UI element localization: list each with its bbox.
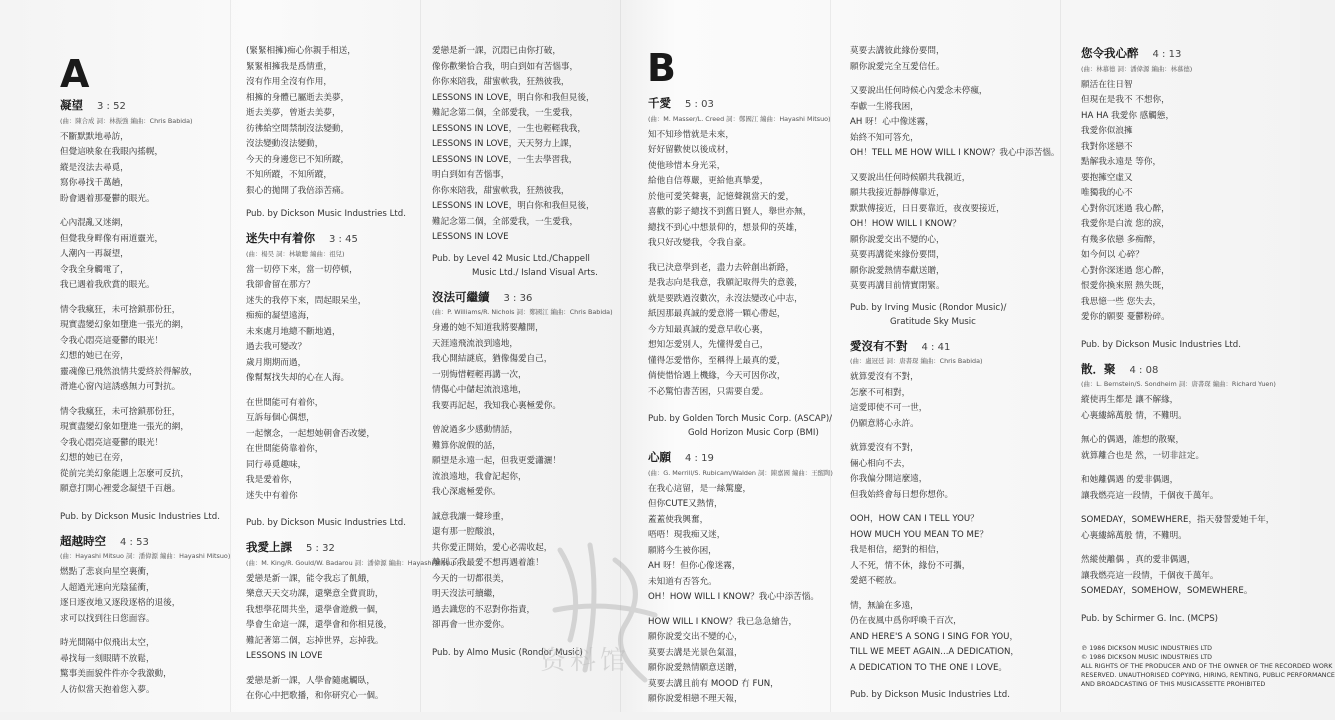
lyric-line: 學會生命這一課，還學會和你相見後， [246, 620, 393, 630]
lyric-line: 默默傳接近，日日要靠近，夜夜要接近， [850, 203, 1005, 214]
lyric-line: 我只好改變我，令我自豪。 [648, 238, 752, 248]
lyric-line: 卻再會一世亦愛你。 [432, 620, 510, 630]
lyric-line: 但覺我身畔像有兩道靈光， [60, 233, 164, 244]
lyrics [246, 572, 426, 705]
stanza-break [432, 501, 617, 510]
song-duration: 3 : 36 [503, 292, 533, 304]
lyric-line: 我思憶一些 您失去， [1081, 296, 1162, 307]
lyric-line: 但你CUTE又熱情， [648, 499, 723, 509]
column-6 [1081, 46, 1335, 689]
song-duration: 3 : 45 [329, 234, 358, 245]
lyric-line: 倆心相向不去， [850, 458, 911, 469]
lyric-line: 仍在夜風中爲你呼喚千百次， [850, 616, 962, 626]
lyric-line: OOH，HOW CAN I TELL YOU？ [850, 514, 979, 524]
song-title: 散．聚 [1081, 361, 1116, 376]
lyric-line: 緊緊相擁我是爲情重， [246, 61, 332, 72]
lyric-line: 和她離偶遇 的愛非偶遇， [1081, 475, 1179, 485]
lyric-line: 縱使再生都是 讓不解緣， [1081, 395, 1179, 405]
lyric-line: 就算愛沒有不對， [850, 443, 919, 453]
stanza-break [432, 414, 617, 423]
lyric-line: 你我偏分開這麼遠， [850, 474, 928, 484]
lyrics [60, 565, 230, 698]
lyric-line: 滑進心窗內這誘惑無力可對抗。 [60, 382, 181, 392]
song-credits: (曲：G. Merrill/S. Rubicam/Walden 詞：陳嘉國 編曲：王醒陶) [648, 468, 833, 477]
lyric-line: 在你心中把歌播，和你研究心一個。 [246, 691, 384, 701]
lyric-line: 身邊的她不知道我將要離開， [432, 323, 544, 333]
lyric-line: 但覺這映象在我眼內搖幌， [60, 147, 164, 157]
lyrics [246, 263, 426, 505]
lyric-line: 幻想的她已在旁， [60, 351, 129, 361]
lyric-line: 莫要再講從來緣份要問， [850, 250, 945, 260]
lyrics [648, 482, 838, 708]
lyric-line: LESSONS IN LOVE，明白你和我但見後， [432, 92, 595, 103]
lyric-line: 我愛你似浪擁 [1081, 126, 1133, 136]
lyric-line: 共你愛正開始，愛心必需收起， [432, 542, 553, 553]
lyric-line: 使他珍惜本身光采， [648, 160, 726, 171]
lyric-line: 願你說愛熱情願意送贈， [648, 663, 743, 673]
lyric-line: 離別了我最愛不想再遇着誰！ [432, 558, 544, 568]
lyric-line: 你你來陪我，甜蜜軟我，狂熱彼我， [432, 77, 570, 87]
lyrics [432, 321, 617, 634]
watermark-text: 资料馆 [540, 646, 631, 676]
lyric-line: 心內混亂又迷網， [60, 218, 129, 228]
lyric-line: 今天的身邊您已不知所蹤， [246, 154, 350, 165]
song-credits: (曲：楊昊 詞：林敏驄 編曲：祖兒) [246, 249, 345, 258]
song-title: 愛沒有不對 [850, 338, 908, 353]
lyric-line: 莫要去講且前有 MOOD 冇 FUN， [648, 678, 779, 689]
lyric-line: 好好留歡使以後成材， [648, 145, 734, 155]
copyright-notice [1081, 644, 1335, 689]
lyric-line: LESSONS IN LOVE，天天努力上課， [432, 139, 578, 149]
song-block [1081, 362, 1296, 600]
stanza-break [850, 432, 1055, 441]
lyric-line: OH！HOW WILL I KNOW？ [850, 219, 961, 229]
lyric-line: 情傷心中儲起流浪遠地， [432, 385, 527, 395]
stanza-break [1081, 464, 1296, 473]
lyric-line: 同行尋覓趣味， [246, 459, 307, 470]
lyric-line: 莫要去講彼此緣份要問， [850, 46, 945, 56]
lyric-line: 縱是沒法去尋覓， [60, 162, 129, 173]
stanza-break [1081, 424, 1296, 433]
lyric-line: 始終不知可答允， [850, 132, 919, 143]
lyric-line: 寫你尋找千萬趟， [60, 178, 129, 188]
lyric-line: 愛戀是新一課，人學會隨處觸臥， [246, 675, 375, 686]
lyric-line: 情令我瘋狂，未可捨鎖那份狂， [60, 304, 181, 315]
lyric-line: 令我心悶亮這憂鬱的眼光！ [60, 335, 164, 346]
lyric-line: 唔唔！現我痴又迷， [648, 530, 726, 540]
lyric-line: 願你說愛相戀不理天報， [648, 694, 743, 704]
stanza-break [1081, 504, 1296, 513]
lyric-line: 未知道有否答允。 [648, 576, 717, 587]
stanza-break [850, 503, 1055, 512]
lyric-line: 我是愛着你， [246, 475, 298, 485]
lyric-line: 在我心這留，是一絲驚慶， [648, 483, 752, 494]
song-block [246, 540, 459, 705]
stanza-break [60, 207, 230, 216]
lyric-line: 過去識您的不忍對你指責， [432, 604, 536, 615]
lyric-line: 從前完美幻象能遇上怎麼可反抗， [60, 468, 189, 479]
song-duration: 5 : 32 [306, 543, 335, 554]
song-title: 我愛上課 [246, 540, 292, 554]
lyric-line: ℗ 1986 DICKSON MUSIC INDUSTRIES LTD [1081, 644, 1212, 652]
lyric-line: 像幫幫找失却的心在人海。 [246, 373, 350, 383]
publisher-line [432, 252, 617, 280]
song-duration: 3 : 52 [97, 101, 126, 112]
lyric-line: 心裏縷綿萬般 情，不難明。 [1081, 410, 1187, 421]
stanza-break [246, 665, 426, 674]
lyric-line: 誠意我讓一聲珍重， [432, 511, 510, 522]
stanza-break [246, 387, 426, 396]
song-credits: (曲：Hayashi Mitsuo 詞：潘偉源 編曲：Hayashi Mitsuo) [60, 552, 231, 560]
lyric-line: 然縱使離偶 ，真的愛非偶遇， [1081, 555, 1196, 565]
lyric-line: 難記念第二個，全部愛我，一生愛我， [432, 216, 579, 227]
lyric-line: 我已遇着我欣賞的眼光。 [60, 280, 155, 290]
lyric-line: 恨愛你換來照 熱失既， [1081, 281, 1170, 291]
lyric-line: 莫要去講是光景色氣溫， [648, 647, 743, 658]
lyric-line: AH 呀！心中像迷霧， [850, 117, 934, 127]
publisher-line-part: Pub. by Level 42 Music Ltd./Chappell [432, 253, 590, 264]
lyric-line: 心裏縷綿萬般 情，不難明。 [1081, 530, 1187, 541]
song-duration: 4 : 53 [120, 536, 149, 548]
lyric-line: 沒有作用全沒有作用， [246, 77, 332, 87]
publisher-line: Pub. by Dickson Music Industries Ltd. [850, 690, 1010, 700]
lyric-line: 燃點了悲哀向星空裏衝， [60, 567, 155, 577]
lyric-line: 知不知珍惜就是未來， [648, 129, 734, 140]
publisher-line: Pub. by Almo Music (Rondor Music) [432, 647, 583, 658]
lyric-line: 這愛即使不可一世， [850, 403, 928, 413]
lyric-line: 蓋蓋使我興奮， [648, 514, 709, 525]
lyric-line: 又要說出任何時候願共我親近， [850, 172, 971, 183]
lyric-line: 不知所蹤，不知所蹤， [246, 170, 332, 180]
lyric-line: 是我志向是我意，我願記取得失的意義， [648, 278, 803, 288]
lyrics [432, 44, 617, 246]
stanza-break [850, 162, 1055, 171]
lyric-line: 奉獻一生將我困， [850, 101, 919, 112]
lyric-line: 我要再記起，我知我心裏極愛你。 [432, 400, 561, 411]
lyric-line: 如今何以 心碎？ [1081, 250, 1144, 260]
lyric-line: HA HA 我愛你 感觸態， [1081, 110, 1175, 121]
lyric-line: 令我全身觸電了， [60, 264, 129, 275]
lyric-line: 愛你的願要 憂鬱粉碎。 [1081, 312, 1170, 322]
lyric-line: 怎麼不可相對， [850, 387, 911, 398]
song-block [850, 339, 1055, 677]
column-1 [60, 98, 230, 710]
lyric-line: HOW WILL I KNOW？我已急急繪告， [648, 616, 798, 627]
stanza-break [60, 396, 230, 405]
lyric-line: 莫要再講目前情實閉緊。 [850, 281, 945, 291]
lyric-line: SOMEDAY，SOMEHOW，SOMEWHERE。 [1081, 586, 1253, 596]
lyric-line: 人潮內一再凝望， [60, 249, 129, 259]
lyric-line: 一起懷念，一起想她朝會否改變， [246, 428, 375, 439]
lyric-line: 還有那一腔酸浪， [432, 527, 501, 537]
lyric-line: 我心深處極愛你。 [432, 487, 501, 497]
lyric-line: LESSONS IN LOVE [246, 651, 323, 661]
lyric-line: 於他可愛笑聲裏，記憶聲親當天的愛， [648, 191, 795, 202]
lyric-line: 現實盡變幻象如墮進一張光的網， [60, 320, 189, 330]
lyrics [60, 130, 230, 498]
lyric-line: AND BROADCASTING OF THIS MUSICASSETTE PROHIBITED [1081, 680, 1266, 688]
lyric-line: 我想學花間共坐，還學會遊戲一個， [246, 604, 384, 615]
lyric-line: 仍願意將心永許。 [850, 418, 919, 429]
lyric-line: 你你來陪我，甜蜜軟我，狂熱彼我， [432, 185, 570, 196]
lyric-line: 未來處月地總不斷地過， [246, 326, 341, 337]
lyrics [850, 370, 1055, 676]
lyric-line: 令我心悶亮這憂鬱的眼光！ [60, 437, 164, 448]
lyric-line: 願將今生被你困， [648, 545, 717, 556]
lyric-line: 逐日逐夜地又逐段逐格的退後， [60, 598, 181, 608]
lyrics [648, 128, 838, 401]
lyric-line: 像你歡樂恰合我，明白到如有苦惱事， [432, 61, 579, 72]
song-block [246, 231, 426, 504]
lyric-line: 時光間隔中似飛出太空， [60, 638, 155, 648]
song-credits: (曲：盧冠廷 詞：唐書琛 編曲：Chris Babida) [850, 357, 983, 365]
lyric-line: 今天的一切都很美， [432, 573, 510, 584]
lyric-line: AH 呀！但你心像迷霧， [648, 561, 741, 571]
lyric-line: SOMEDAY，SOMEWHERE，指天發誓愛她千年， [1081, 515, 1275, 525]
song-title: 千愛 [648, 96, 671, 110]
lyric-line: LESSONS IN LOVE [432, 232, 509, 242]
lyric-line: 過去我可變改？ [246, 342, 307, 352]
lyric-line: 但現在是我不 不想你， [1081, 95, 1170, 105]
lyric-line: OH！TELL ME HOW WILL I KNOW？我心中添苦惱。 [850, 148, 1060, 158]
lyric-line: ALL RIGHTS OF THE PRODUCER AND OF THE OWNER OF THE RECORDED WORK [1081, 662, 1333, 670]
lyric-line: 彷彿給空間禁制沒法變動， [246, 123, 350, 134]
lyric-line: 現實盡變幻象如墮進一張光的網， [60, 422, 189, 432]
song-title: 迷失中有着你 [246, 231, 315, 245]
song-credits: (曲：L. Bernstein/S. Sondheim 詞：唐書琛 編曲：Richard Yuen) [1081, 380, 1276, 388]
song-duration: 4 : 13 [1152, 49, 1182, 60]
side-b-label: B [647, 46, 677, 90]
lyric-line: 相擁的身體已屬逝去美夢， [246, 92, 350, 103]
lyric-line: 我對你迷戀不 [1081, 141, 1133, 152]
lyric-line: 在世間能倚靠着你， [246, 444, 324, 454]
lyric-line: 迷失的我停下來，問起眼呆坐， [246, 295, 367, 306]
lyric-line: 心對你沉迷過 我心醉， [1081, 203, 1170, 214]
column-2 [246, 44, 459, 717]
lyric-line: 情令我瘋狂，未可捨鎖那份狂， [60, 406, 181, 417]
lyric-line: 就算離合也是 然，一切非註定。 [1081, 450, 1205, 461]
lyric-line: 歲月期期而過， [246, 357, 307, 368]
lyric-line: 不斷默默地尋訪， [60, 131, 129, 142]
lyric-line: 曾說過多少感動情話， [432, 425, 518, 435]
lyric-line: 願意打開心裡愛念凝望千百趟。 [60, 484, 181, 494]
fold-line [230, 0, 231, 712]
lyric-line: 願活在往日智 [1081, 79, 1133, 90]
lyric-line: 樂意天天交功課，還樂意全費貢助， [246, 589, 384, 599]
song-title: 超越時空 [60, 533, 106, 548]
lyric-line: 我心開結謎底，猶像傷愛自己， [432, 354, 553, 364]
stanza-break [60, 627, 230, 636]
publisher-line: Pub. by Dickson Music Industries Ltd. [246, 209, 406, 219]
song-block [648, 96, 838, 400]
lyric-line: 懂得怎愛惜你，至稱得上最真的愛， [648, 355, 786, 366]
lyric-line: LESSONS IN LOVE，一生也輕輕我我， [432, 123, 586, 134]
lyric-line: HOW MUCH YOU MEAN TO ME？ [850, 529, 988, 540]
fold-line [1060, 0, 1061, 712]
song-block [432, 290, 617, 634]
lyrics [246, 44, 426, 199]
lyric-line: 我愛你是白流 您的淚， [1081, 219, 1170, 229]
lyric-line: AND HERE'S A SONG I SING FOR YOU， [850, 631, 1019, 642]
song-block [648, 450, 838, 708]
lyric-line: LESSONS IN LOVE，明白你和我但見後， [432, 201, 595, 211]
song-credits: (曲：M. King/R. Gould/W. Badarou 詞：潘偉源 編曲：Hayashi Mitsuo) [246, 558, 459, 567]
song-credits: (曲：M. Masser/L. Creed 詞：鄭國江 編曲：Hayashi Mitsuo) [648, 114, 831, 123]
lyric-line: 難記念第二個，全部愛我，一生愛我， [432, 108, 579, 118]
publisher-line-part: Gratitude Sky Music [890, 316, 976, 327]
lyric-line: 盼會遇着那憂鬱的眼光。 [60, 193, 155, 204]
lyric-line: 難記著第二個，忘掉世界，忘掉我。 [246, 635, 384, 646]
lyric-line: 願望是永遠一起，但我更愛瀟灑！ [432, 456, 561, 466]
lyric-line: 但我始終會每日想你想你。 [850, 489, 954, 500]
lyric-line: 願共我接近靜靜傳靠近， [850, 188, 945, 198]
lyric-line: 就算愛沒有不對， [850, 372, 919, 382]
song-duration: 4 : 41 [921, 341, 951, 353]
lyric-line: 願你說愛交出不變的心， [850, 234, 945, 245]
stanza-break [850, 590, 1055, 599]
stanza-break [648, 606, 838, 615]
lyric-line: 互訴每個心偶想， [246, 413, 315, 423]
lyric-line: 沒法變動沒法變動， [246, 139, 324, 149]
lyric-line: 靈魂像已飛然浪情共愛終於得解放， [60, 366, 198, 377]
stanza-break [1081, 544, 1296, 553]
lyric-line: 在世間能可有着你， [246, 397, 324, 408]
lyric-line: 情，無論在多遠， [850, 600, 919, 611]
lyric-line: 難算你說假的話， [432, 440, 501, 451]
lyric-line: 明白到如有苦惱事， [432, 170, 510, 180]
publisher-line-part: Pub. by Irving Music (Rondor Music)/ [850, 302, 1007, 313]
publisher-line: Pub. by Dickson Music Industries Ltd. [246, 518, 406, 528]
lyric-line: 倘使惜恰遇上機緣，今天可因你改， [648, 371, 786, 381]
publisher-line: Pub. by Dickson Music Industries Ltd. [1081, 339, 1241, 350]
lyric-line: LESSONS IN LOVE，一生去學習我， [432, 154, 578, 165]
lyric-line: 願你說愛交出不變的心， [648, 632, 743, 642]
lyric-line: 逝去美夢，曾逝去美夢， [246, 108, 341, 118]
lyric-line: 迷失中有着你 [246, 490, 298, 501]
lyric-line: 痴痴的凝望遠海， [246, 311, 315, 321]
lyric-line: 又要說出任何時候心內愛念未停瘋， [850, 86, 988, 96]
lyric-line: 我已決意學到老，盡力去幹創出新路， [648, 262, 795, 273]
stanza-break [648, 252, 838, 261]
song-duration: 4 : 19 [685, 453, 714, 464]
lyrics [1081, 78, 1296, 326]
lyric-line: 不必驚怕書苦困，只需要自愛。 [648, 386, 769, 397]
lyric-line: 尋找每一刻眼睛不放鬆， [60, 653, 155, 664]
publisher-line-part: Gold Horizon Music Corp (BMI) [688, 428, 819, 438]
lyric-line: 要抱擁空虛又 [1081, 172, 1133, 183]
lyric-line: 無心的偶遇，誰想的散聚， [1081, 435, 1185, 445]
lyric-line: 願你說愛完全互愛信任。 [850, 61, 945, 72]
publisher-line: Pub. by Schirmer G. Inc. (MCPS) [1081, 613, 1219, 624]
publisher-line-part: Music Ltd./ Island Visual Arts. [472, 267, 598, 278]
column-4 [648, 96, 838, 720]
song-title: 沒法可繼續 [432, 289, 490, 304]
lyrics [1081, 393, 1296, 600]
lyric-line: 總找不到心中想景仰的，想景仰的英雄， [648, 222, 803, 233]
column-5 [850, 44, 1060, 712]
publisher-line-part: Pub. by Golden Torch Music Corp. (ASCAP)/ [648, 414, 833, 424]
column-3 [432, 44, 617, 670]
lyric-line: 就是要跌過沒數次，永沒法變改心中志， [648, 293, 803, 304]
lyrics [850, 44, 1060, 295]
side-a-label: A [60, 52, 91, 96]
lyric-line: 讓我燃亮這一段情，千個夜千萬年。 [1081, 490, 1219, 501]
song-block [60, 98, 230, 498]
stanza-break [850, 75, 1055, 84]
lyric-line: 點解我永遠是 等你， [1081, 157, 1162, 167]
stanza-break [60, 294, 230, 303]
song-title: 凝望 [60, 98, 83, 112]
lyric-line: 人超過光速向光陰猛衝， [60, 582, 155, 593]
song-duration: 4 : 08 [1129, 364, 1159, 376]
lyric-line: 愛戀是新一課，能令我忘了飢餓， [246, 573, 375, 584]
lyric-line: (緊緊相擁)痴心你親手相送， [246, 46, 356, 56]
song-title: 心願 [648, 450, 671, 464]
lyric-line: 愛戀是新一課，沉悶已由你打破， [432, 46, 561, 56]
song-block [1081, 46, 1296, 326]
publisher-line: Pub. by Dickson Music Industries Ltd. [60, 511, 220, 522]
song-duration: 5 : 03 [685, 99, 714, 110]
lyric-line: 我卻會留在那方？ [246, 280, 315, 290]
lyric-line: 給他自信尊嚴，更給他真摯愛， [648, 176, 769, 186]
publisher-line [648, 412, 838, 440]
lyric-line: 狠心的拋開了我倍添苦痛。 [246, 185, 350, 196]
lyric-line: 願你說愛熱情奉獻送贈， [850, 265, 945, 276]
lyric-line: 驚事美面貌件件亦令我激動， [60, 669, 172, 679]
lyric-line: 喜歡的影子總找不到舊日賢人，舉世亦無， [648, 207, 812, 217]
lyric-line: 有幾多依戀 多痴醉， [1081, 234, 1162, 245]
song-title: 您令我心醉 [1081, 46, 1139, 60]
fold-line [620, 0, 621, 712]
song-block [60, 534, 230, 699]
lyric-line: © 1986 DICKSON MUSIC INDUSTRIES LTD [1081, 653, 1212, 661]
lyric-line: 幻想的她已在旁， [60, 453, 129, 463]
publisher-line [850, 301, 1055, 329]
lyric-line: OH！HOW WILL I KNOW？我心中添苦惱。 [648, 592, 819, 602]
lyric-line: RESERVED. UNAUTHORISED COPYING, HIRING, RENTING, PUBLIC PERFORMANCE [1081, 671, 1335, 679]
lyric-line: 我是相信，絕對的相信， [850, 545, 945, 555]
lyric-line: 紙因那最真誠的愛意將一顆心帶起， [648, 309, 786, 319]
lyric-line: 流浪遠地，我會記起你， [432, 471, 527, 482]
lyric-line: 求可以找到往日您面容。 [60, 613, 155, 624]
lyric-line: 心對你深迷過 您心醉， [1081, 265, 1170, 276]
lyric-line: 人彷似當天抱着您入夢。 [60, 684, 155, 695]
song-credits: (曲：陳合成 詞：林振強 編曲：Chris Babida) [60, 116, 193, 125]
lyric-line: A DEDICATION TO THE ONE I LOVE。 [850, 662, 1007, 673]
lyric-line: 想知怎愛別人，先懂得愛自己， [648, 340, 769, 350]
lyric-line: 天涯遠飛流浪到遠地， [432, 338, 518, 349]
lyric-line: 讓我燃亮這一段情，千個夜千萬年。 [1081, 570, 1219, 581]
lyric-line: 一別悔惜輕輕再講一次， [432, 369, 527, 380]
song-credits: (曲：P. Williams/R. Nichols 詞：鄭國江 編曲：Chris Babida) [432, 308, 613, 316]
lyric-line: 唯獨我的心不 [1081, 188, 1133, 198]
lyric-line: 人不死，情不休，緣份不可攜， [850, 560, 971, 571]
song-credits: (曲：林慕德 詞：潘偉源 編曲：林慕德) [1081, 64, 1193, 73]
lyric-line: 當一切停下來，當一切停頓， [246, 264, 358, 275]
lyric-line: 明天沒法可續繼， [432, 589, 501, 599]
lyric-line: 愛絕不輕放。 [850, 576, 902, 586]
lyric-line: TILL WE MEET AGAIN...A DEDICATION， [850, 647, 1020, 657]
lyric-line: 今方知最真誠的愛意早收心裏， [648, 324, 769, 335]
